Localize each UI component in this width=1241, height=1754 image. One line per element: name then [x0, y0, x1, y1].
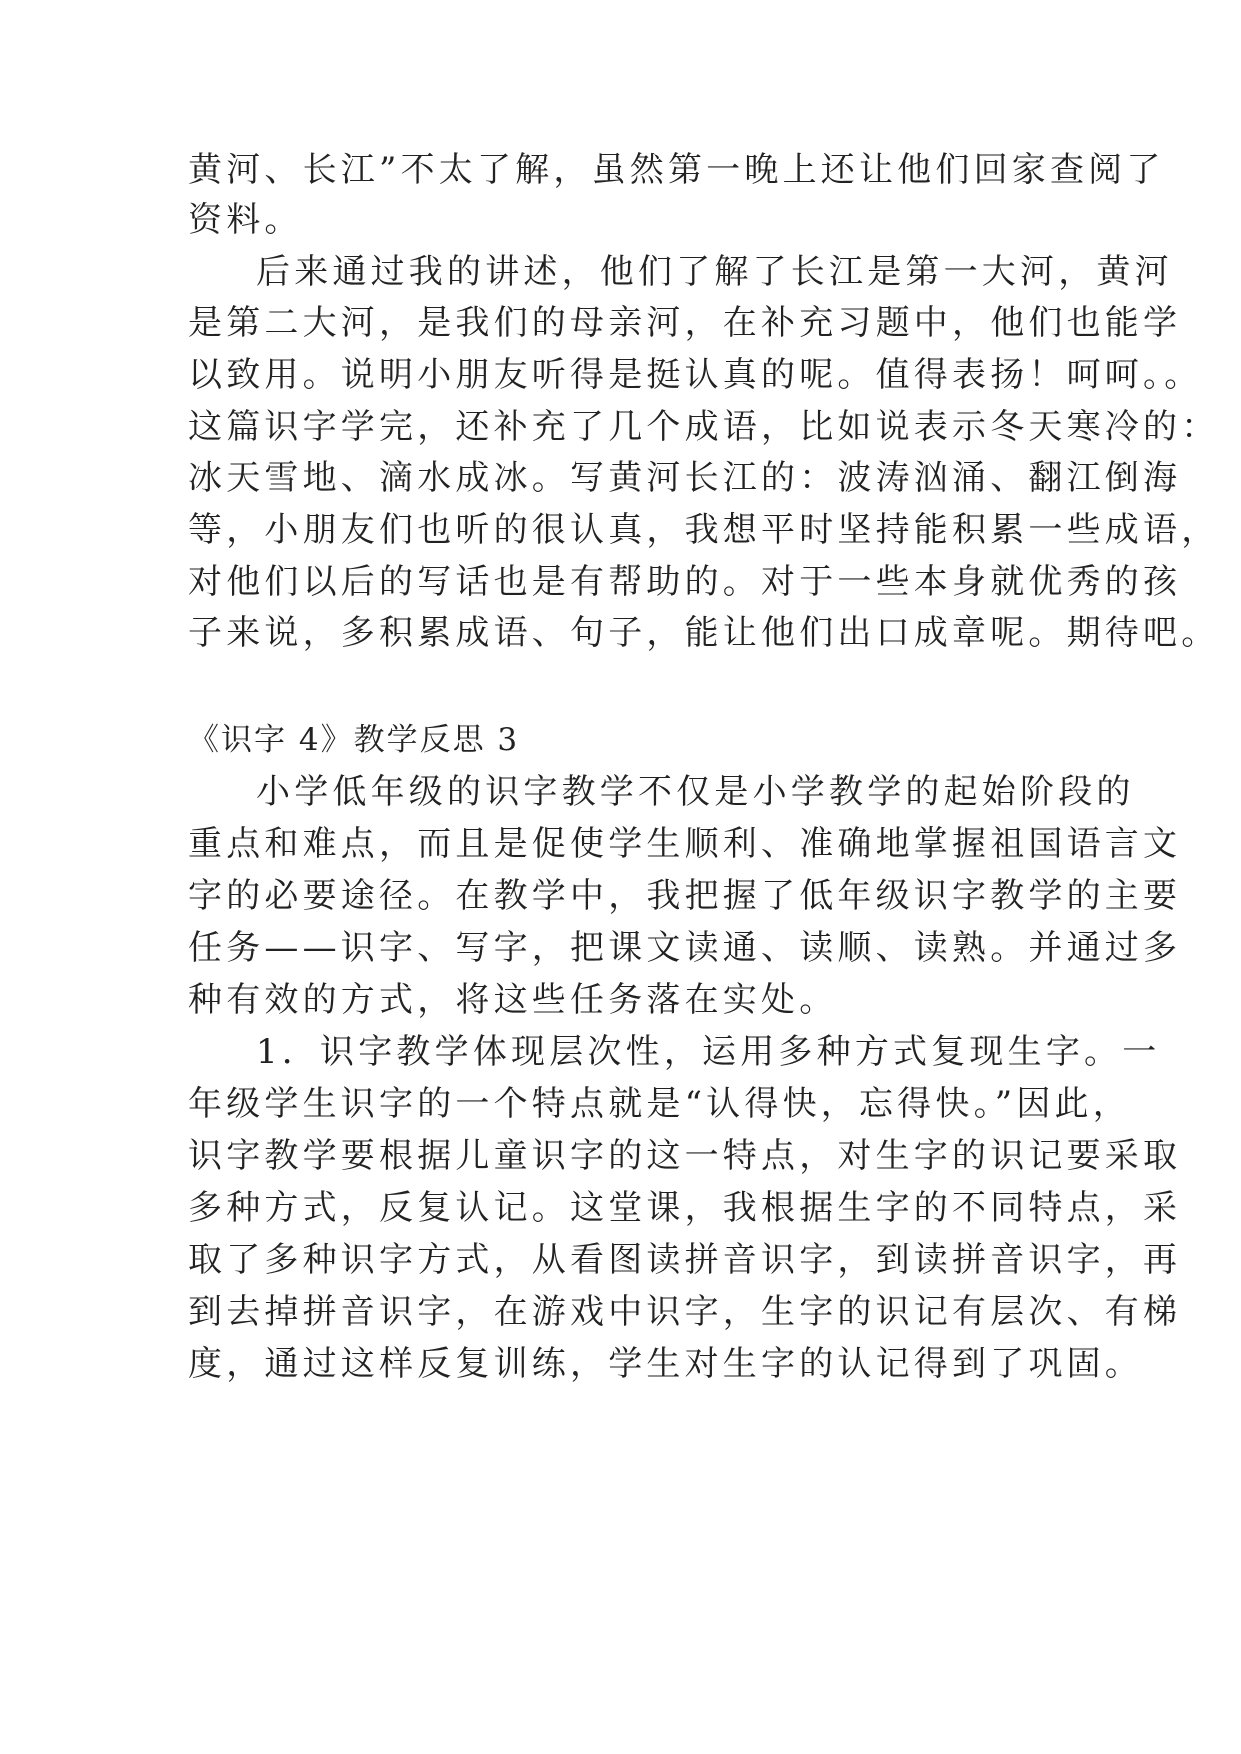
section-heading: 《识字 4》教学反思 3: [188, 722, 520, 758]
text-line: 年级学生识字的一个特点就是“认得快，忘得快。”因此，: [188, 1084, 1131, 1124]
text-line: 子来说，多积累成语、句子，能让他们出口成章呢。期待吧。: [188, 613, 1220, 653]
text-line: 到去掉拼音识字，在游戏中识字，生字的识记有层次、有梯: [188, 1292, 1182, 1332]
text-line: 这篇识字学完，还补充了几个成语，比如说表示冬天寒冷的：: [188, 407, 1220, 447]
text-line: 是第二大河，是我们的母亲河，在补充习题中，他们也能学: [188, 303, 1182, 343]
text-line: 种有效的方式，将这些任务落在实处。: [188, 980, 838, 1020]
text-line: 黄河、长江”不太了解，虽然第一晚上还让他们回家查阅了: [188, 150, 1165, 190]
text-line: 字的必要途径。在教学中，我把握了低年级识字教学的主要: [188, 876, 1182, 916]
text-line: 对他们以后的写话也是有帮助的。对于一些本身就优秀的孩: [188, 562, 1182, 602]
text-line: 1．识字教学体现层次性，运用多种方式复现生字。一: [256, 1032, 1161, 1072]
text-line: 等，小朋友们也听的很认真，我想平时坚持能积累一些成语，: [188, 510, 1220, 550]
text-line: 小学低年级的识字教学不仅是小学教学的起始阶段的: [256, 772, 1135, 812]
text-line: 任务——识字、写字，把课文读通、读顺、读熟。并通过多: [188, 928, 1182, 968]
text-line: 度，通过这样反复训练，学生对生字的认记得到了巩固。: [188, 1344, 1143, 1384]
text-line: 资料。: [188, 200, 303, 240]
text-line: 冰天雪地、滴水成冰。写黄河长江的：波涛汹涌、翻江倒海: [188, 458, 1182, 498]
text-line: 以致用。说明小朋友听得是挺认真的呢。值得表扬！呵呵。。: [188, 355, 1203, 395]
text-line: 重点和难点，而且是促使学生顺利、准确地掌握祖国语言文: [188, 824, 1182, 864]
text-line: 多种方式，反复认记。这堂课，我根据生字的不同特点，采: [188, 1188, 1182, 1228]
text-line: 后来通过我的讲述，他们了解了长江是第一大河，黄河: [256, 252, 1173, 292]
text-line: 取了多种识字方式，从看图读拼音识字，到读拼音识字，再: [188, 1240, 1182, 1280]
text-line: 识字教学要根据儿童识字的这一特点，对生字的识记要采取: [188, 1136, 1182, 1176]
